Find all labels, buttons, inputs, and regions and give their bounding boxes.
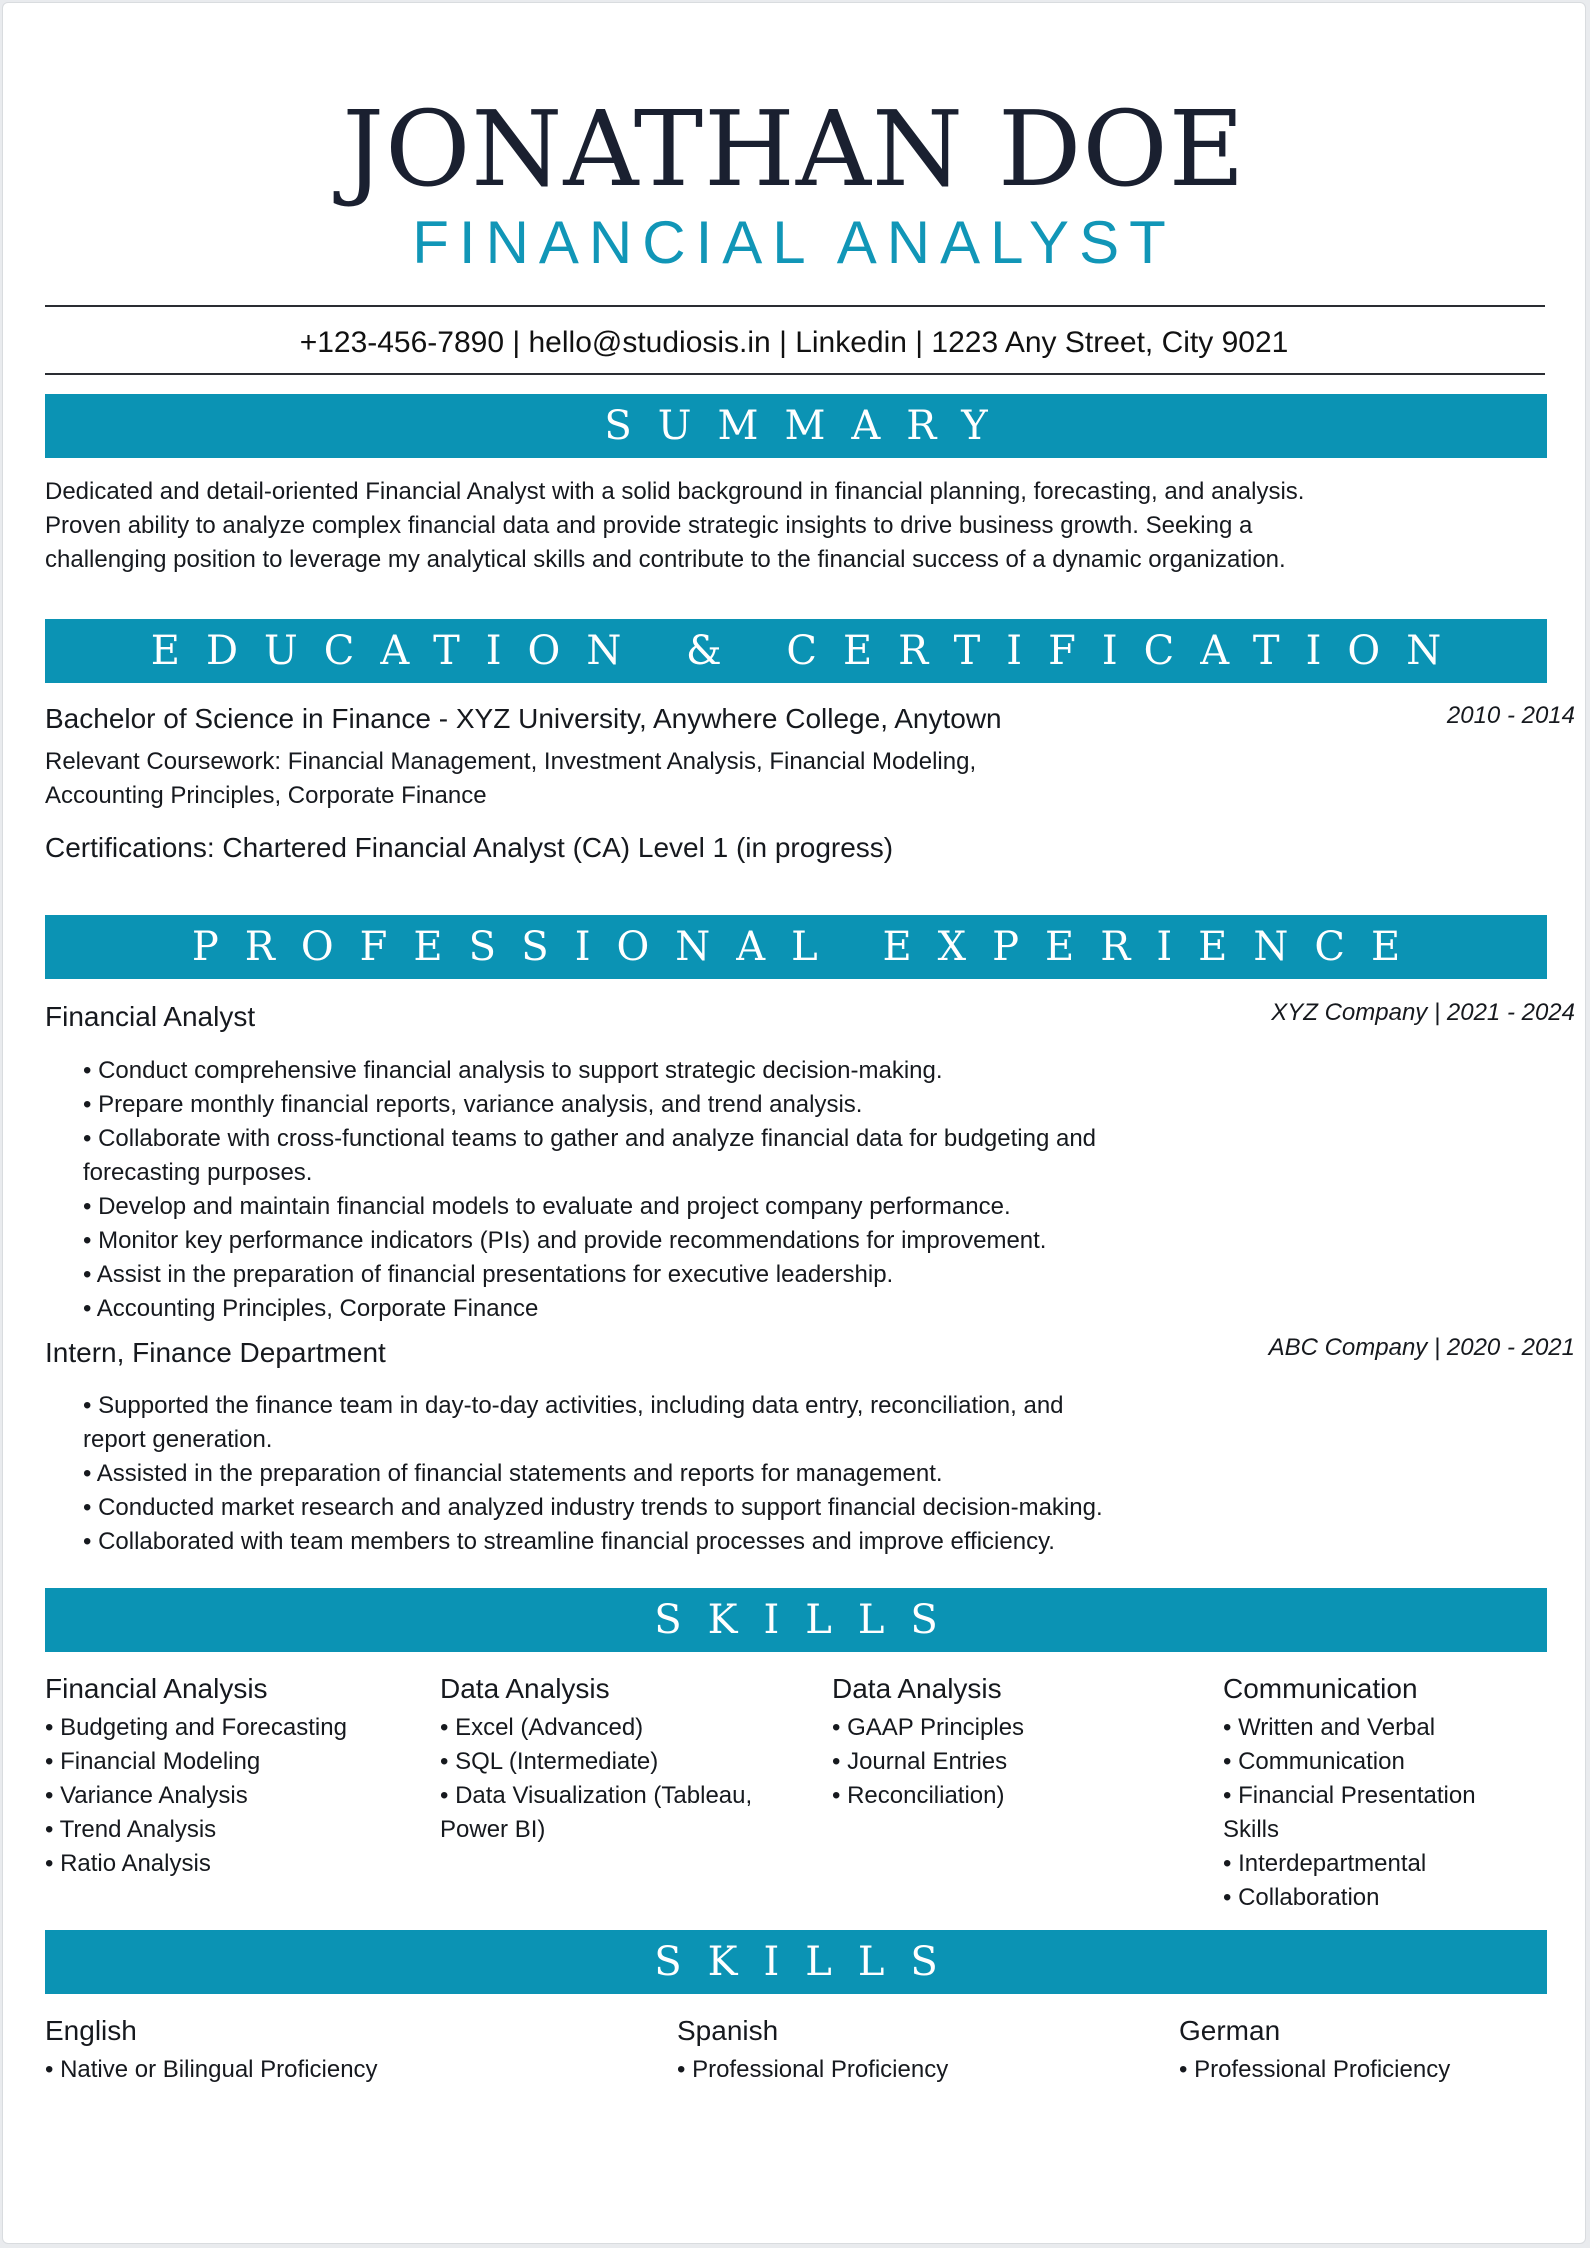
job-role: Intern, Finance Department — [45, 1337, 386, 1368]
job-bullets — [83, 1054, 1096, 1326]
list-item: • Financial Presentation — [1223, 1779, 1476, 1813]
list-item: • Conduct comprehensive financial analysis to support strategic decision-making. — [83, 1054, 1096, 1088]
skill-column-heading: Data Analysis — [440, 1673, 610, 1704]
list-item: • Ratio Analysis — [45, 1847, 347, 1881]
list-item: forecasting purposes. — [83, 1159, 313, 1186]
coursework-line: Accounting Principles, Corporate Finance — [45, 782, 487, 809]
list-item: • Interdepartmental — [1223, 1847, 1476, 1881]
resume-page — [2, 2, 1586, 2244]
list-item: Skills — [1223, 1816, 1280, 1843]
experience-heading: PROFESSIONAL EXPERIENCE — [45, 915, 1547, 979]
summary-line: challenging position to leverage my analytical skills and contribute to the financial success of a dynamic organization. — [45, 546, 1286, 573]
skill-list — [45, 1711, 347, 1881]
language-list — [677, 2053, 948, 2087]
summary-heading: SUMMARY — [45, 394, 1547, 458]
certifications: Certifications: Chartered Financial Analyst (CA) Level 1 (in progress) — [45, 832, 894, 863]
candidate-name: JONATHAN DOE — [342, 88, 1246, 210]
list-item: • Professional Proficiency — [677, 2053, 948, 2087]
list-item: • Monitor key performance indicators (PIs) and provide recommendations for improvement. — [83, 1224, 1096, 1258]
list-item: • Native or Bilingual Proficiency — [45, 2053, 378, 2087]
job-bullets — [83, 1389, 1103, 1559]
coursework-line: Relevant Coursework: Financial Management, Investment Analysis, Financial Modeling, — [45, 748, 977, 775]
summary-text — [45, 475, 1505, 577]
list-item: Power BI) — [440, 1816, 546, 1843]
skill-column-heading: Data Analysis — [832, 1673, 1002, 1704]
list-item: • Collaborate with cross-functional teams to gather and analyze financial data for budgeting and — [83, 1122, 1096, 1156]
job-title: FINANCIAL ANALYST — [412, 209, 1176, 276]
skill-list — [832, 1711, 1024, 1813]
top-divider — [45, 305, 1545, 307]
list-item: • GAAP Principles — [832, 1711, 1024, 1745]
bottom-divider — [45, 373, 1545, 375]
skill-column-heading: Communication — [1223, 1673, 1418, 1704]
list-item: • Accounting Principles, Corporate Finance — [83, 1292, 1096, 1326]
list-item: • Financial Modeling — [45, 1745, 347, 1779]
list-item: • Assist in the preparation of financial presentations for executive leadership. — [83, 1258, 1096, 1292]
degree: Bachelor of Science in Finance - XYZ University, Anywhere College, Anytown — [45, 703, 1002, 734]
list-item: • Communication — [1223, 1745, 1476, 1779]
list-item: • Excel (Advanced) — [440, 1711, 752, 1745]
list-item: • Data Visualization (Tableau, — [440, 1779, 752, 1813]
skill-list — [440, 1711, 752, 1847]
list-item: • Conducted market research and analyzed industry trends to support financial decision-making. — [83, 1491, 1103, 1525]
list-item: • Budgeting and Forecasting — [45, 1711, 347, 1745]
contact-line: +123-456-7890 | hello@studiosis.in | Linkedin | 1223 Any Street, City 9021 — [299, 326, 1289, 359]
languages-heading: SKILLS — [45, 1930, 1547, 1994]
skills-heading: SKILLS — [45, 1588, 1547, 1652]
list-item: • Prepare monthly financial reports, variance analysis, and trend analysis. — [83, 1088, 1096, 1122]
education-dates: 2010 - 2014 — [1446, 702, 1575, 729]
summary-line: Proven ability to analyze complex financial data and provide strategic insights to drive business growth. Seeking a — [45, 512, 1253, 539]
list-item: • Supported the finance team in day-to-day activities, including data entry, reconciliation, and — [83, 1389, 1103, 1423]
list-item: • Collaborated with team members to streamline financial processes and improve efficiency. — [83, 1525, 1103, 1559]
list-item: • Professional Proficiency — [1179, 2053, 1450, 2087]
list-item: • Variance Analysis — [45, 1779, 347, 1813]
list-item: • Trend Analysis — [45, 1813, 347, 1847]
list-item: • Reconciliation) — [832, 1779, 1024, 1813]
skill-column-heading: Financial Analysis — [45, 1673, 268, 1704]
language-list — [1179, 2053, 1450, 2087]
summary-line: Dedicated and detail-oriented Financial Analyst with a solid background in financial planning, forecasting, and analysis. — [45, 478, 1305, 505]
job-meta: XYZ Company | 2021 - 2024 — [1271, 999, 1575, 1026]
list-item: • Collaboration — [1223, 1881, 1476, 1915]
education-heading: EDUCATION & CERTIFICATION — [45, 619, 1547, 683]
list-item: report generation. — [83, 1426, 273, 1453]
language-heading: English — [45, 2015, 137, 2046]
list-item: • SQL (Intermediate) — [440, 1745, 752, 1779]
skill-list — [1223, 1711, 1476, 1915]
list-item: • Develop and maintain financial models to evaluate and project company performance. — [83, 1190, 1096, 1224]
language-list — [45, 2053, 378, 2087]
job-meta: ABC Company | 2020 - 2021 — [1268, 1334, 1575, 1361]
list-item: • Journal Entries — [832, 1745, 1024, 1779]
job-role: Financial Analyst — [45, 1001, 256, 1032]
list-item: • Assisted in the preparation of financial statements and reports for management. — [83, 1457, 1103, 1491]
language-heading: Spanish — [677, 2015, 779, 2046]
list-item: • Written and Verbal — [1223, 1711, 1476, 1745]
language-heading: German — [1179, 2015, 1281, 2046]
